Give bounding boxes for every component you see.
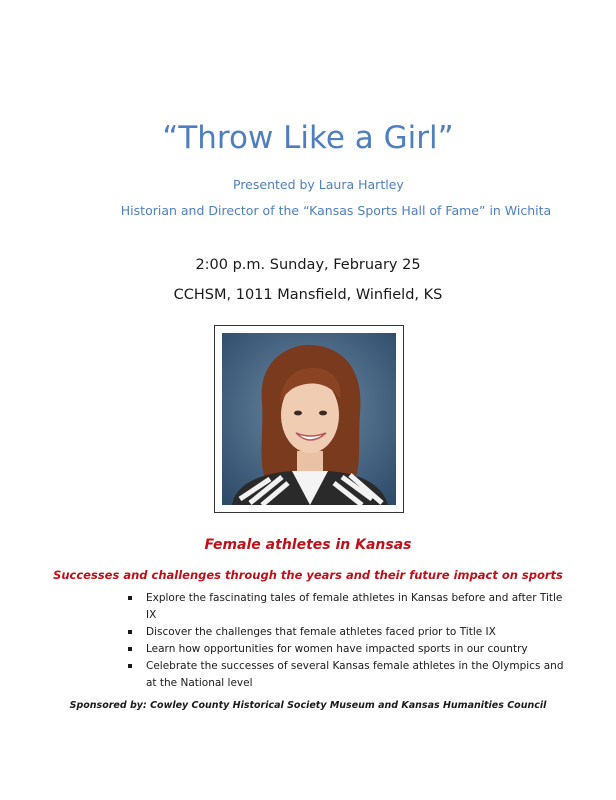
topic-list [128,590,568,692]
section-subtitle: Female athletes in Kansas [204,537,412,553]
sponsor-line: Sponsored by: Cowley County Historical Society Museum and Kansas Humanities Council [69,700,547,711]
portrait-image [222,333,396,505]
list-item: Explore the fascinating tales of female athletes in Kansas before and after Title IX [128,590,568,624]
event-location: CCHSM, 1011 Mansfield, Winfield, KS [173,287,443,303]
presenter-line: Presented by Laura Hartley [233,177,404,192]
list-item: Celebrate the successes of several Kansas female athletes in the Olympics and at the National level [128,658,568,692]
presenter-role: Historian and Director of the “Kansas Sports Hall of Fame” in Wichita [120,203,552,218]
presenter-photo [214,325,404,513]
list-item: Discover the challenges that female athletes faced prior to Title IX [128,624,568,641]
flyer-title: “Throw Like a Girl” [162,120,454,156]
list-item: Learn how opportunities for women have impacted sports in our country [128,641,568,658]
section-tagline: Successes and challenges through the years and their future impact on sports [53,568,563,582]
event-datetime: 2:00 p.m. Sunday, February 25 [195,257,421,273]
